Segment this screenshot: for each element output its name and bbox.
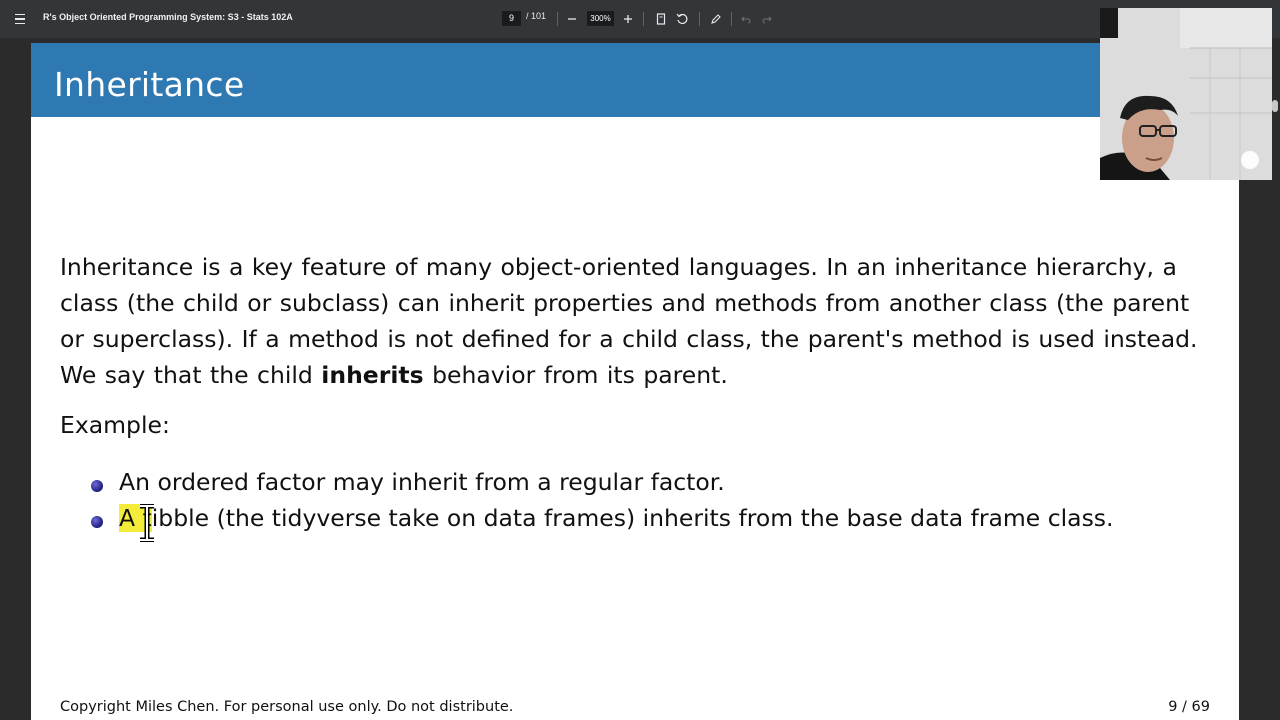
bullet-item-1: An ordered factor may inherit from a regular factor. (119, 468, 725, 496)
scrollbar-thumb[interactable] (1272, 100, 1278, 112)
example-label: Example: (60, 411, 170, 439)
bullet-icon (91, 516, 103, 528)
presenter-video-image (1100, 8, 1272, 180)
text-cursor-icon (136, 504, 158, 542)
page-total: / 101 (526, 11, 547, 21)
zoom-in-icon[interactable] (621, 11, 635, 26)
zoom-level-input[interactable]: 300% (587, 11, 614, 26)
menu-icon[interactable] (10, 10, 30, 28)
paragraph-text-2: behavior from its parent. (423, 361, 728, 389)
toolbar-divider (731, 12, 732, 26)
toolbar-divider (557, 12, 558, 26)
body-paragraph (60, 249, 1220, 393)
slide-title: Inheritance (54, 65, 245, 104)
fit-page-icon[interactable] (654, 11, 668, 26)
document-title: R's Object Oriented Programming System: S3 - Stats 102A (43, 12, 293, 22)
text-selection-highlight: A t (119, 504, 152, 532)
undo-icon[interactable] (739, 11, 753, 26)
paragraph-text-1: Inheritance is a key feature of many object-oriented languages. In an inheritance hierarchy, a class (the child or subclass) can inherit properties and methods from another class (the parent or superclass). If a method is not defined for a child class, the parent's method is used instead. We say that the child (60, 253, 1198, 389)
slide-header-bar (31, 43, 1239, 117)
footer-page-number: 9 / 69 (1168, 699, 1210, 715)
bullet-item-2-text: ibble (the tidyverse take on data frames) inherits from the base data frame class. (151, 504, 1114, 532)
footer-copyright: Copyright Miles Chen. For personal use only. Do not distribute. (60, 699, 514, 715)
rotate-icon[interactable] (675, 11, 689, 26)
bullet-icon (91, 480, 103, 492)
annotate-icon[interactable] (709, 11, 723, 26)
paragraph-bold-term: inherits (321, 361, 424, 389)
pdf-toolbar (0, 0, 1280, 38)
redo-icon[interactable] (760, 11, 774, 26)
toolbar-divider (643, 12, 644, 26)
page-number-input[interactable]: 9 (502, 11, 521, 26)
toolbar-divider (699, 12, 700, 26)
bullet-item-2 (119, 504, 1114, 532)
zoom-out-icon[interactable] (565, 11, 579, 26)
webcam-video (1100, 8, 1272, 180)
slide-page (31, 43, 1239, 720)
